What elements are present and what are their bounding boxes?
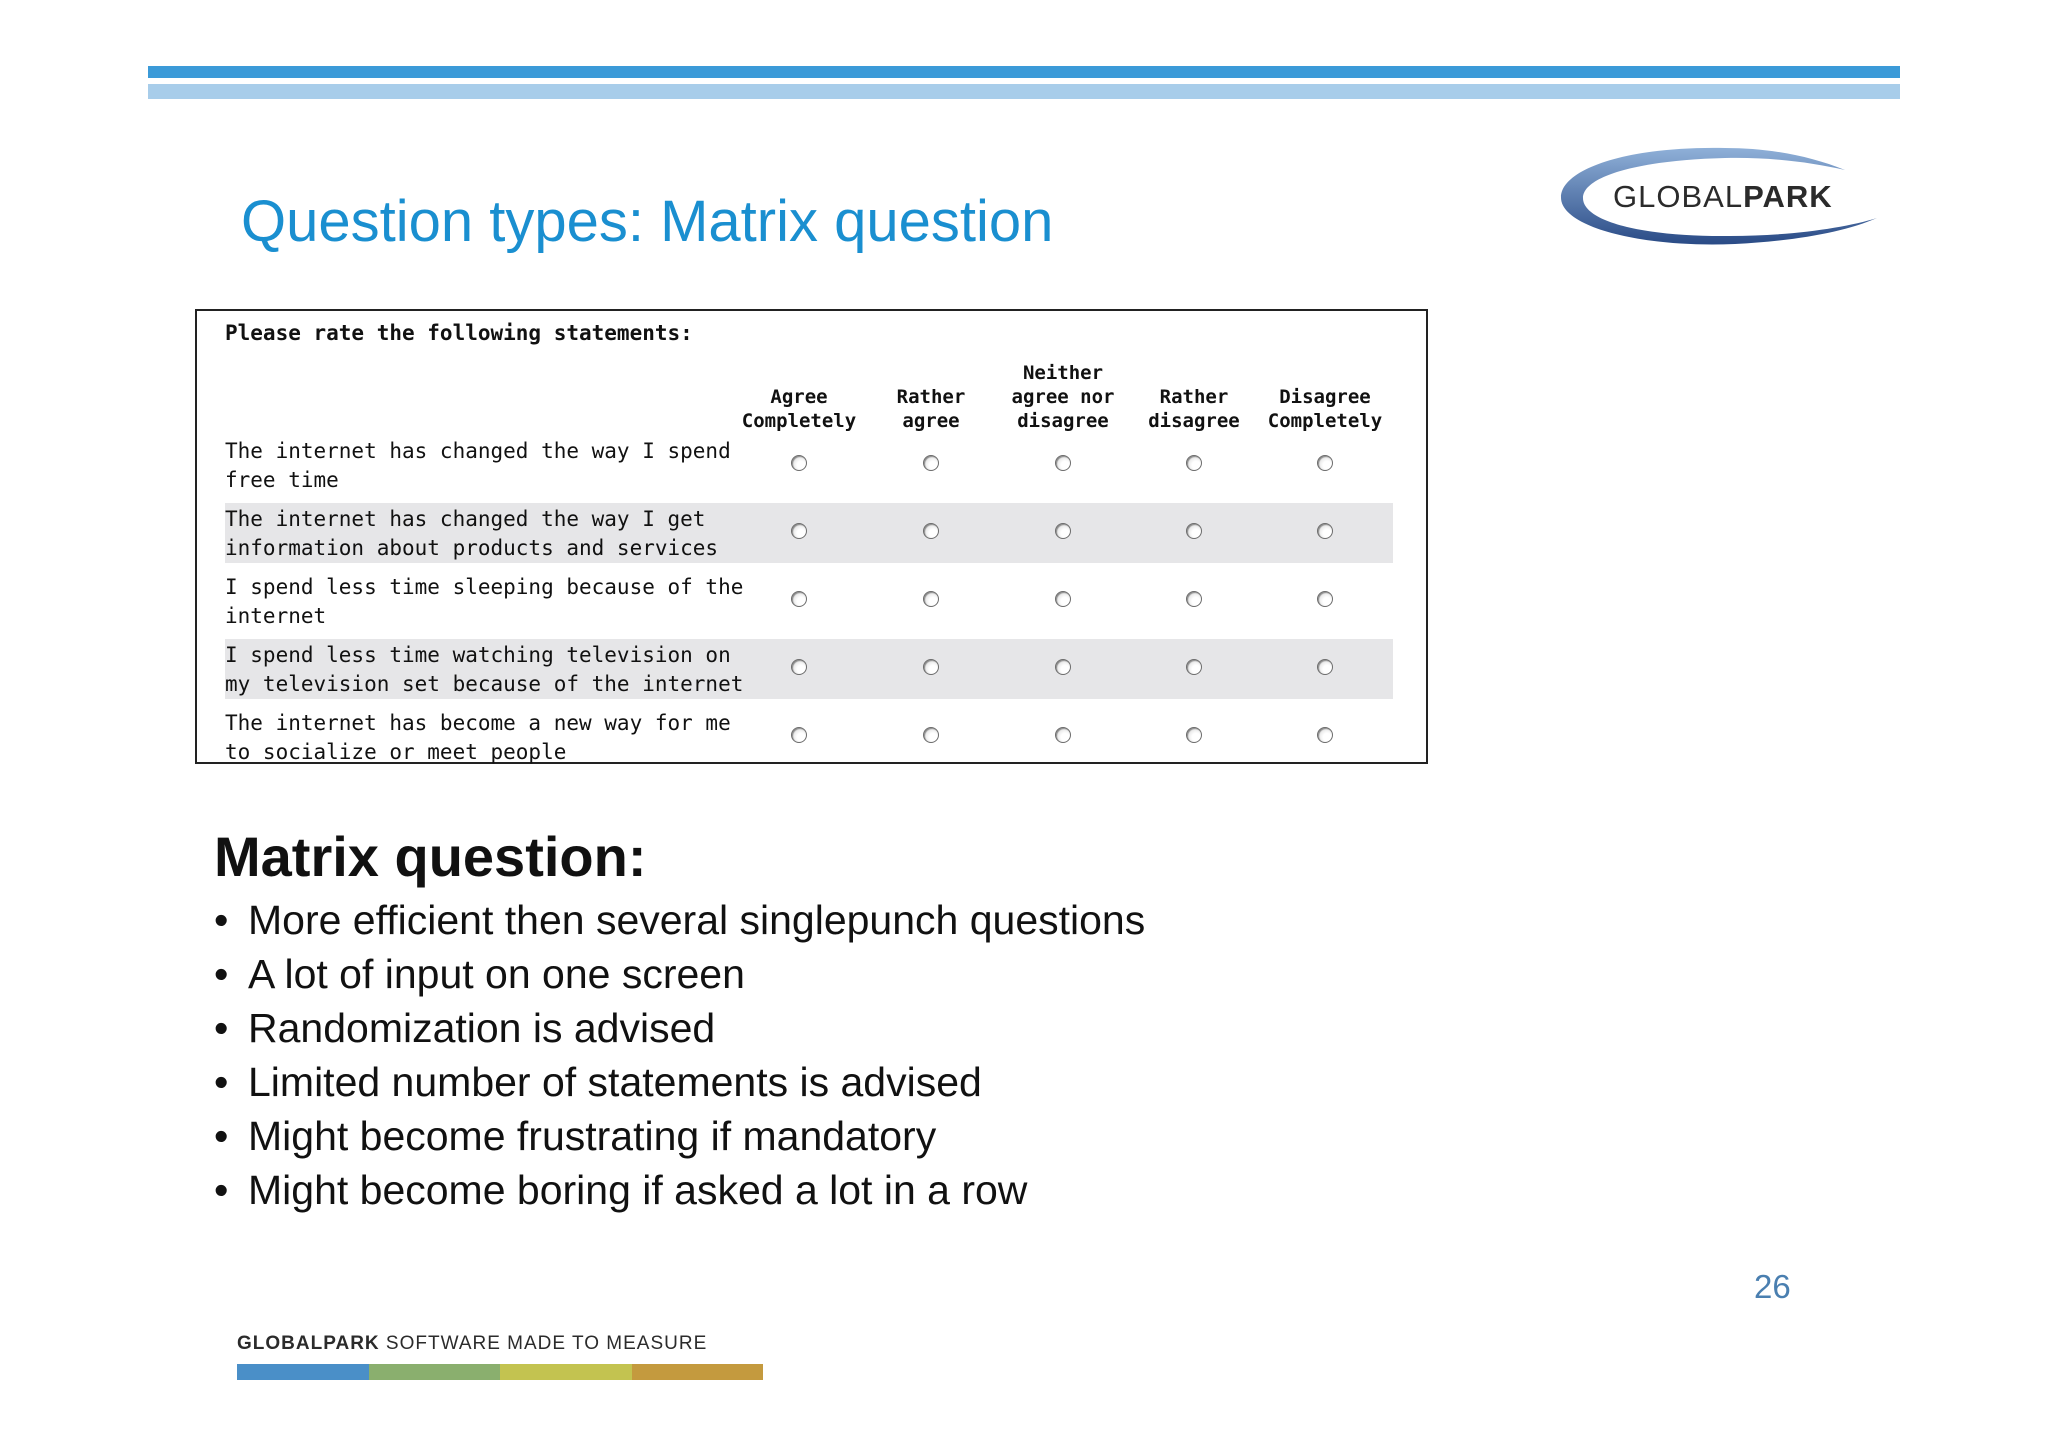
logo-wordmark: GLOBALPARK: [1613, 179, 1833, 214]
radio-agree-completely[interactable]: [791, 591, 807, 607]
bullet-item: • Limited number of statements is advised: [214, 1055, 1145, 1109]
bullet-icon: •: [214, 1005, 229, 1051]
footer-bar-segment: [632, 1364, 764, 1380]
row-statement: The internet has changed the way I spend free time: [225, 439, 731, 492]
bullet-icon: •: [214, 1059, 229, 1105]
column-header: Rather disagree: [1148, 386, 1240, 432]
radio-disagree-completely[interactable]: [1317, 591, 1333, 607]
bullet-item: • More efficient then several singlepunch questions: [214, 893, 1145, 947]
radio-neither[interactable]: [1055, 455, 1071, 471]
matrix-row: [225, 503, 1393, 563]
matrix-question-example: [195, 309, 1428, 764]
matrix-prompt: Please rate the following statements:: [225, 321, 693, 345]
radio-disagree-completely[interactable]: [1317, 727, 1333, 743]
radio-rather-agree[interactable]: [923, 455, 939, 471]
column-header: Rather agree: [896, 386, 966, 432]
radio-rather-disagree[interactable]: [1186, 727, 1202, 743]
radio-rather-agree[interactable]: [923, 727, 939, 743]
globalpark-logo: [1555, 140, 1885, 255]
bullet-list: [214, 893, 1145, 1217]
row-statement: The internet has become a new way for me to socialize or meet people: [225, 711, 731, 764]
radio-rather-disagree[interactable]: [1186, 455, 1202, 471]
bullet-icon: •: [214, 951, 229, 997]
matrix-row: [225, 707, 1393, 767]
footer-bar-segment: [500, 1364, 632, 1380]
section-heading: Matrix question:: [214, 825, 647, 888]
row-statement: The internet has changed the way I get information about products and services: [225, 507, 719, 560]
column-header: Agree Completely: [741, 386, 857, 432]
bullet-icon: •: [214, 1113, 229, 1159]
top-bar-dark: [148, 66, 1900, 78]
page-number: 26: [1754, 1268, 1791, 1305]
radio-neither[interactable]: [1055, 727, 1071, 743]
row-statement: I spend less time watching television on my television set because of the internet: [225, 643, 744, 696]
radio-rather-agree[interactable]: [923, 591, 939, 607]
footer-color-bar: [237, 1364, 763, 1380]
radio-neither[interactable]: [1055, 659, 1071, 675]
bullet-item: • Might become boring if asked a lot in a row: [214, 1163, 1145, 1217]
slide-title: Question types: Matrix question: [241, 189, 1054, 254]
footer-bar-segment: [237, 1364, 369, 1380]
radio-agree-completely[interactable]: [791, 659, 807, 675]
matrix-row: [225, 571, 1393, 631]
radio-disagree-completely[interactable]: [1317, 523, 1333, 539]
radio-rather-disagree[interactable]: [1186, 659, 1202, 675]
radio-disagree-completely[interactable]: [1317, 659, 1333, 675]
radio-rather-agree[interactable]: [923, 523, 939, 539]
footer-brand: GLOBALPARK SOFTWARE MADE TO MEASURE: [237, 1333, 708, 1354]
matrix-row: [225, 435, 1393, 495]
radio-agree-completely[interactable]: [791, 455, 807, 471]
radio-agree-completely[interactable]: [791, 523, 807, 539]
radio-neither[interactable]: [1055, 591, 1071, 607]
bullet-item: • Randomization is advised: [214, 1001, 1145, 1055]
row-statement: I spend less time sleeping because of the internet: [225, 575, 744, 628]
radio-rather-agree[interactable]: [923, 659, 939, 675]
radio-neither[interactable]: [1055, 523, 1071, 539]
radio-disagree-completely[interactable]: [1317, 455, 1333, 471]
top-bar-light: [148, 84, 1900, 99]
column-header: Disagree Completely: [1267, 386, 1383, 432]
bullet-icon: •: [214, 1167, 229, 1213]
bullet-item: • A lot of input on one screen: [214, 947, 1145, 1001]
radio-rather-disagree[interactable]: [1186, 523, 1202, 539]
bullet-icon: •: [214, 897, 229, 943]
bullet-item: • Might become frustrating if mandatory: [214, 1109, 1145, 1163]
radio-agree-completely[interactable]: [791, 727, 807, 743]
matrix-row: [225, 639, 1393, 699]
radio-rather-disagree[interactable]: [1186, 591, 1202, 607]
column-header: Neither agree nor disagree: [1011, 362, 1115, 432]
footer-bar-segment: [369, 1364, 501, 1380]
